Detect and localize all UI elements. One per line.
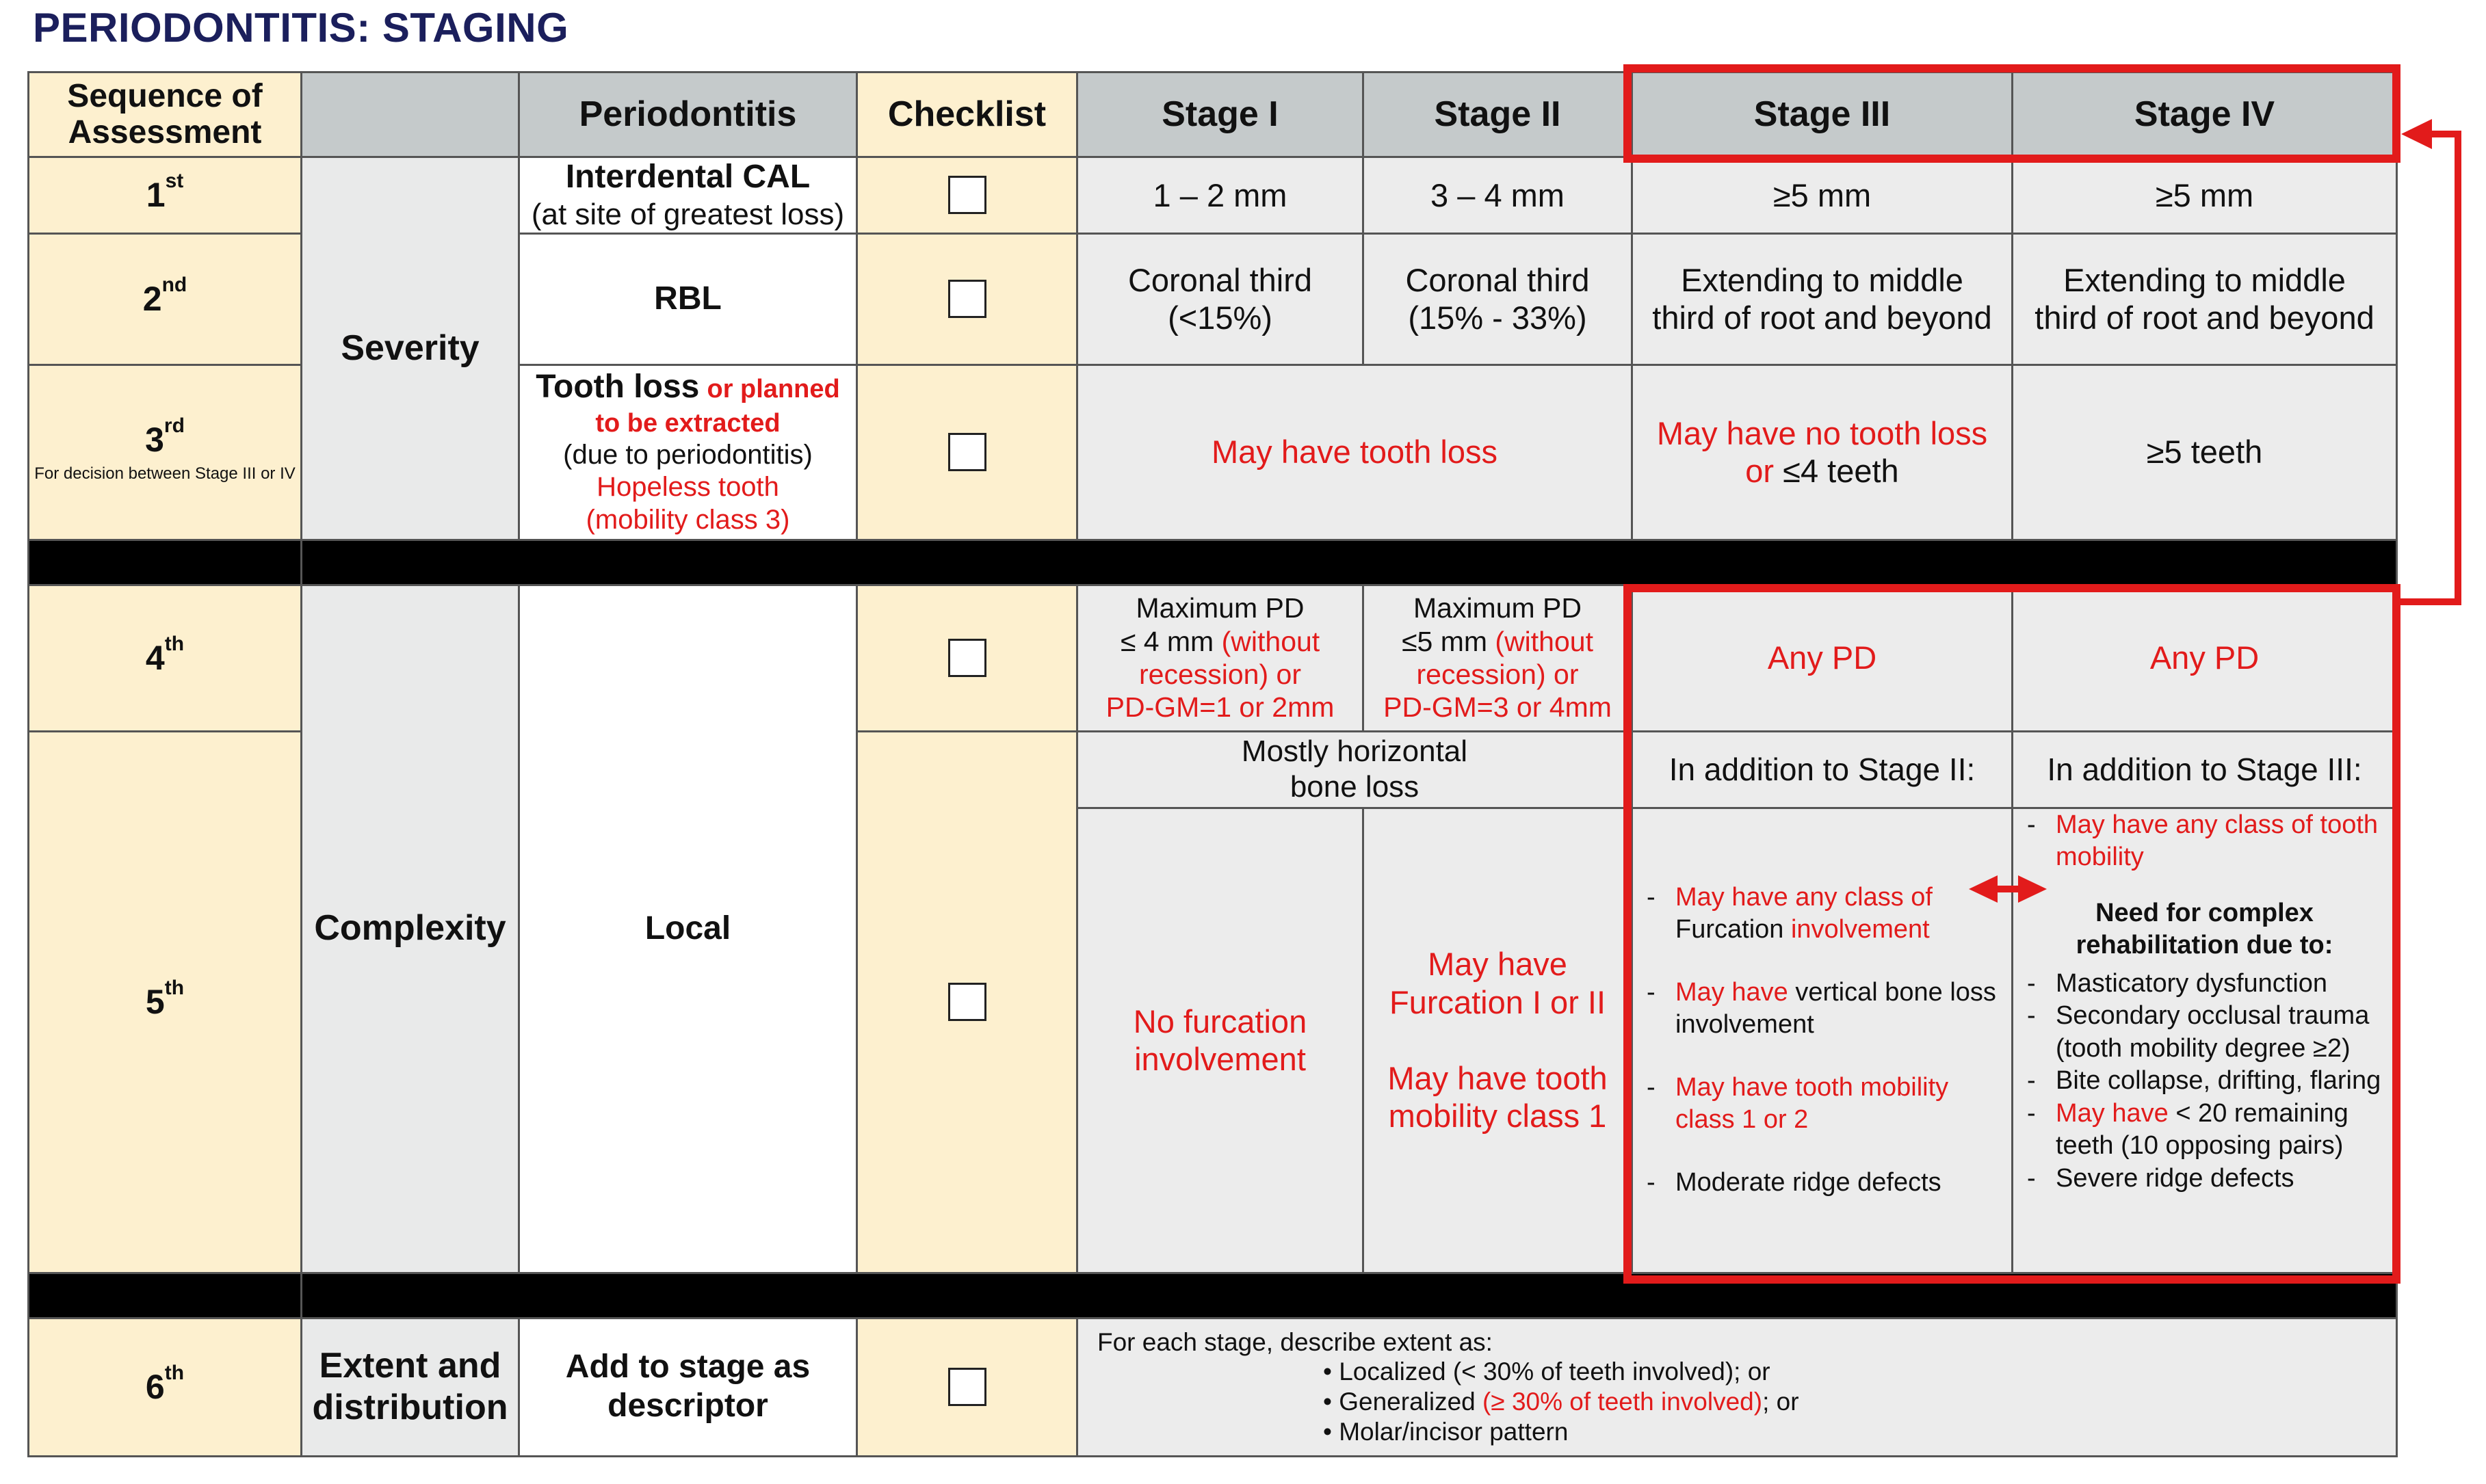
r2-stage-2: Coronal third (15% - 33%) <box>1363 233 1632 365</box>
staging-table <box>27 71 2398 1457</box>
r5-s3-item-1: - May have any class of Furcation involvement <box>1647 882 2007 946</box>
header-checklist: Checklist <box>857 72 1077 157</box>
criterion-local: Local <box>519 585 857 1273</box>
checklist-cell-4 <box>857 585 1077 731</box>
checkbox-rbl[interactable] <box>948 280 986 318</box>
sequence-1: 1st <box>29 157 302 234</box>
page-title: PERIODONTITIS: STAGING <box>33 5 569 51</box>
r5-s3-item-4: - Moderate ridge defects <box>1647 1167 2007 1200</box>
r1-stage-2: 3 – 4 mm <box>1363 157 1632 234</box>
sequence-2: 2nd <box>29 233 302 365</box>
sequence-5: 5th <box>29 731 302 1273</box>
checklist-cell-5 <box>857 731 1077 1273</box>
separator-2 <box>29 1273 2397 1318</box>
r4-stage-3: Any PD <box>1632 585 2013 731</box>
row-6 <box>29 1318 2397 1456</box>
r5-stage-4-head: In addition to Stage III: <box>2013 731 2397 808</box>
sequence-3: 3rd For decision between Stage III or IV <box>29 365 302 540</box>
connector-line <box>2396 134 2458 602</box>
r2-stage-4: Extending to middle third of root and beyond <box>2013 233 2397 365</box>
r5-s4-item-5: - Severe ridge defects <box>2027 1163 2392 1195</box>
header-stage-1: Stage I <box>1077 72 1363 157</box>
r1-stage-3: ≥5 mm <box>1632 157 2013 234</box>
r5-s3-item-2: - May have vertical bone loss involvement <box>1647 977 2007 1042</box>
checklist-cell-6 <box>857 1318 1077 1456</box>
criterion-interdental-cal: Interdental CAL (at site of greatest loss) <box>519 157 857 234</box>
r5-stage-4-list <box>2013 808 2397 1273</box>
checklist-cell-2 <box>857 233 1077 365</box>
r5-s4-item-3: - Bite collapse, drifting, flaring <box>2027 1065 2392 1098</box>
category-extent: Extent and distribution <box>302 1318 519 1456</box>
row-1 <box>29 157 2397 234</box>
checklist-cell-3 <box>857 365 1077 540</box>
category-complexity: Complexity <box>302 585 519 1273</box>
r3-stage-4: ≥5 teeth <box>2013 365 2397 540</box>
r5-stage-2: May have Furcation I or II May have tooth mobility class 1 <box>1363 808 1632 1273</box>
r5-stage-1: No furcation involvement <box>1077 808 1363 1273</box>
category-severity: Severity <box>302 157 519 540</box>
sequence-4: 4th <box>29 585 302 731</box>
r5-s4-item-1: - Masticatory dysfunction <box>2027 968 2392 1001</box>
r1-stage-1: 1 – 2 mm <box>1077 157 1363 234</box>
criterion-descriptor: Add to stage as descriptor <box>519 1318 857 1456</box>
r4-stage-4: Any PD <box>2013 585 2397 731</box>
r1-stage-4: ≥5 mm <box>2013 157 2397 234</box>
r6-extent-description: For each stage, describe extent as: • Localized (< 30% of teeth involved); or • Generalized (≥ 30% of teeth involved); or • Molar/incisor pattern <box>1077 1318 2397 1456</box>
header-stage-3: Stage III <box>1632 72 2013 157</box>
r5-stage-3-head: In addition to Stage II: <box>1632 731 2013 808</box>
row-4 <box>29 585 2397 731</box>
r5-s4-item-2: - Secondary occlusal trauma (tooth mobility degree ≥2) <box>2027 1000 2392 1065</box>
r4-stage-2: Maximum PD ≤5 mm (without recession) or PD-GM=3 or 4mm <box>1363 585 1632 731</box>
r3-stage-3: May have no tooth loss or ≤4 teeth <box>1632 365 2013 540</box>
r2-stage-3: Extending to middle third of root and beyond <box>1632 233 2013 365</box>
r5-s4-top-item: - May have any class of tooth mobility <box>2027 809 2392 874</box>
r5-s4-item-4: - May have < 20 remaining teeth (10 opposing pairs) <box>2027 1098 2392 1163</box>
header-row <box>29 72 2397 157</box>
r5-stage-3-list <box>1632 808 2013 1273</box>
header-stage-4: Stage IV <box>2013 72 2397 157</box>
header-stage-2: Stage II <box>1363 72 1632 157</box>
r2-stage-1: Coronal third (<15%) <box>1077 233 1363 365</box>
checkbox-extent[interactable] <box>948 1368 986 1406</box>
header-sequence: Sequence of Assessment <box>29 72 302 157</box>
checkbox-interdental-cal[interactable] <box>948 176 986 214</box>
checklist-cell-1 <box>857 157 1077 234</box>
r5-horizontal-bone-loss: Mostly horizontal bone loss <box>1077 731 1632 808</box>
checkbox-tooth-loss[interactable] <box>948 433 986 471</box>
r5-s4-need-heading: Need for complex rehabilitation due to: <box>2076 898 2333 960</box>
header-blank <box>302 72 519 157</box>
r3-stage-1-2: May have tooth loss <box>1077 365 1632 540</box>
checkbox-complexity[interactable] <box>948 983 986 1021</box>
criterion-rbl: RBL <box>519 233 857 365</box>
checkbox-max-pd[interactable] <box>948 639 986 677</box>
sequence-6: 6th <box>29 1318 302 1456</box>
header-periodontitis: Periodontitis <box>519 72 857 157</box>
connector-arrow-head-icon <box>2401 119 2432 149</box>
separator-1 <box>29 540 2397 585</box>
criterion-tooth-loss: Tooth loss or planned to be extracted (due to periodontitis) Hopeless tooth (mobility class 3) <box>519 365 857 540</box>
r5-s3-item-3: - May have tooth mobility class 1 or 2 <box>1647 1072 2007 1137</box>
r4-stage-1: Maximum PD ≤ 4 mm (without recession) or PD-GM=1 or 2mm <box>1077 585 1363 731</box>
